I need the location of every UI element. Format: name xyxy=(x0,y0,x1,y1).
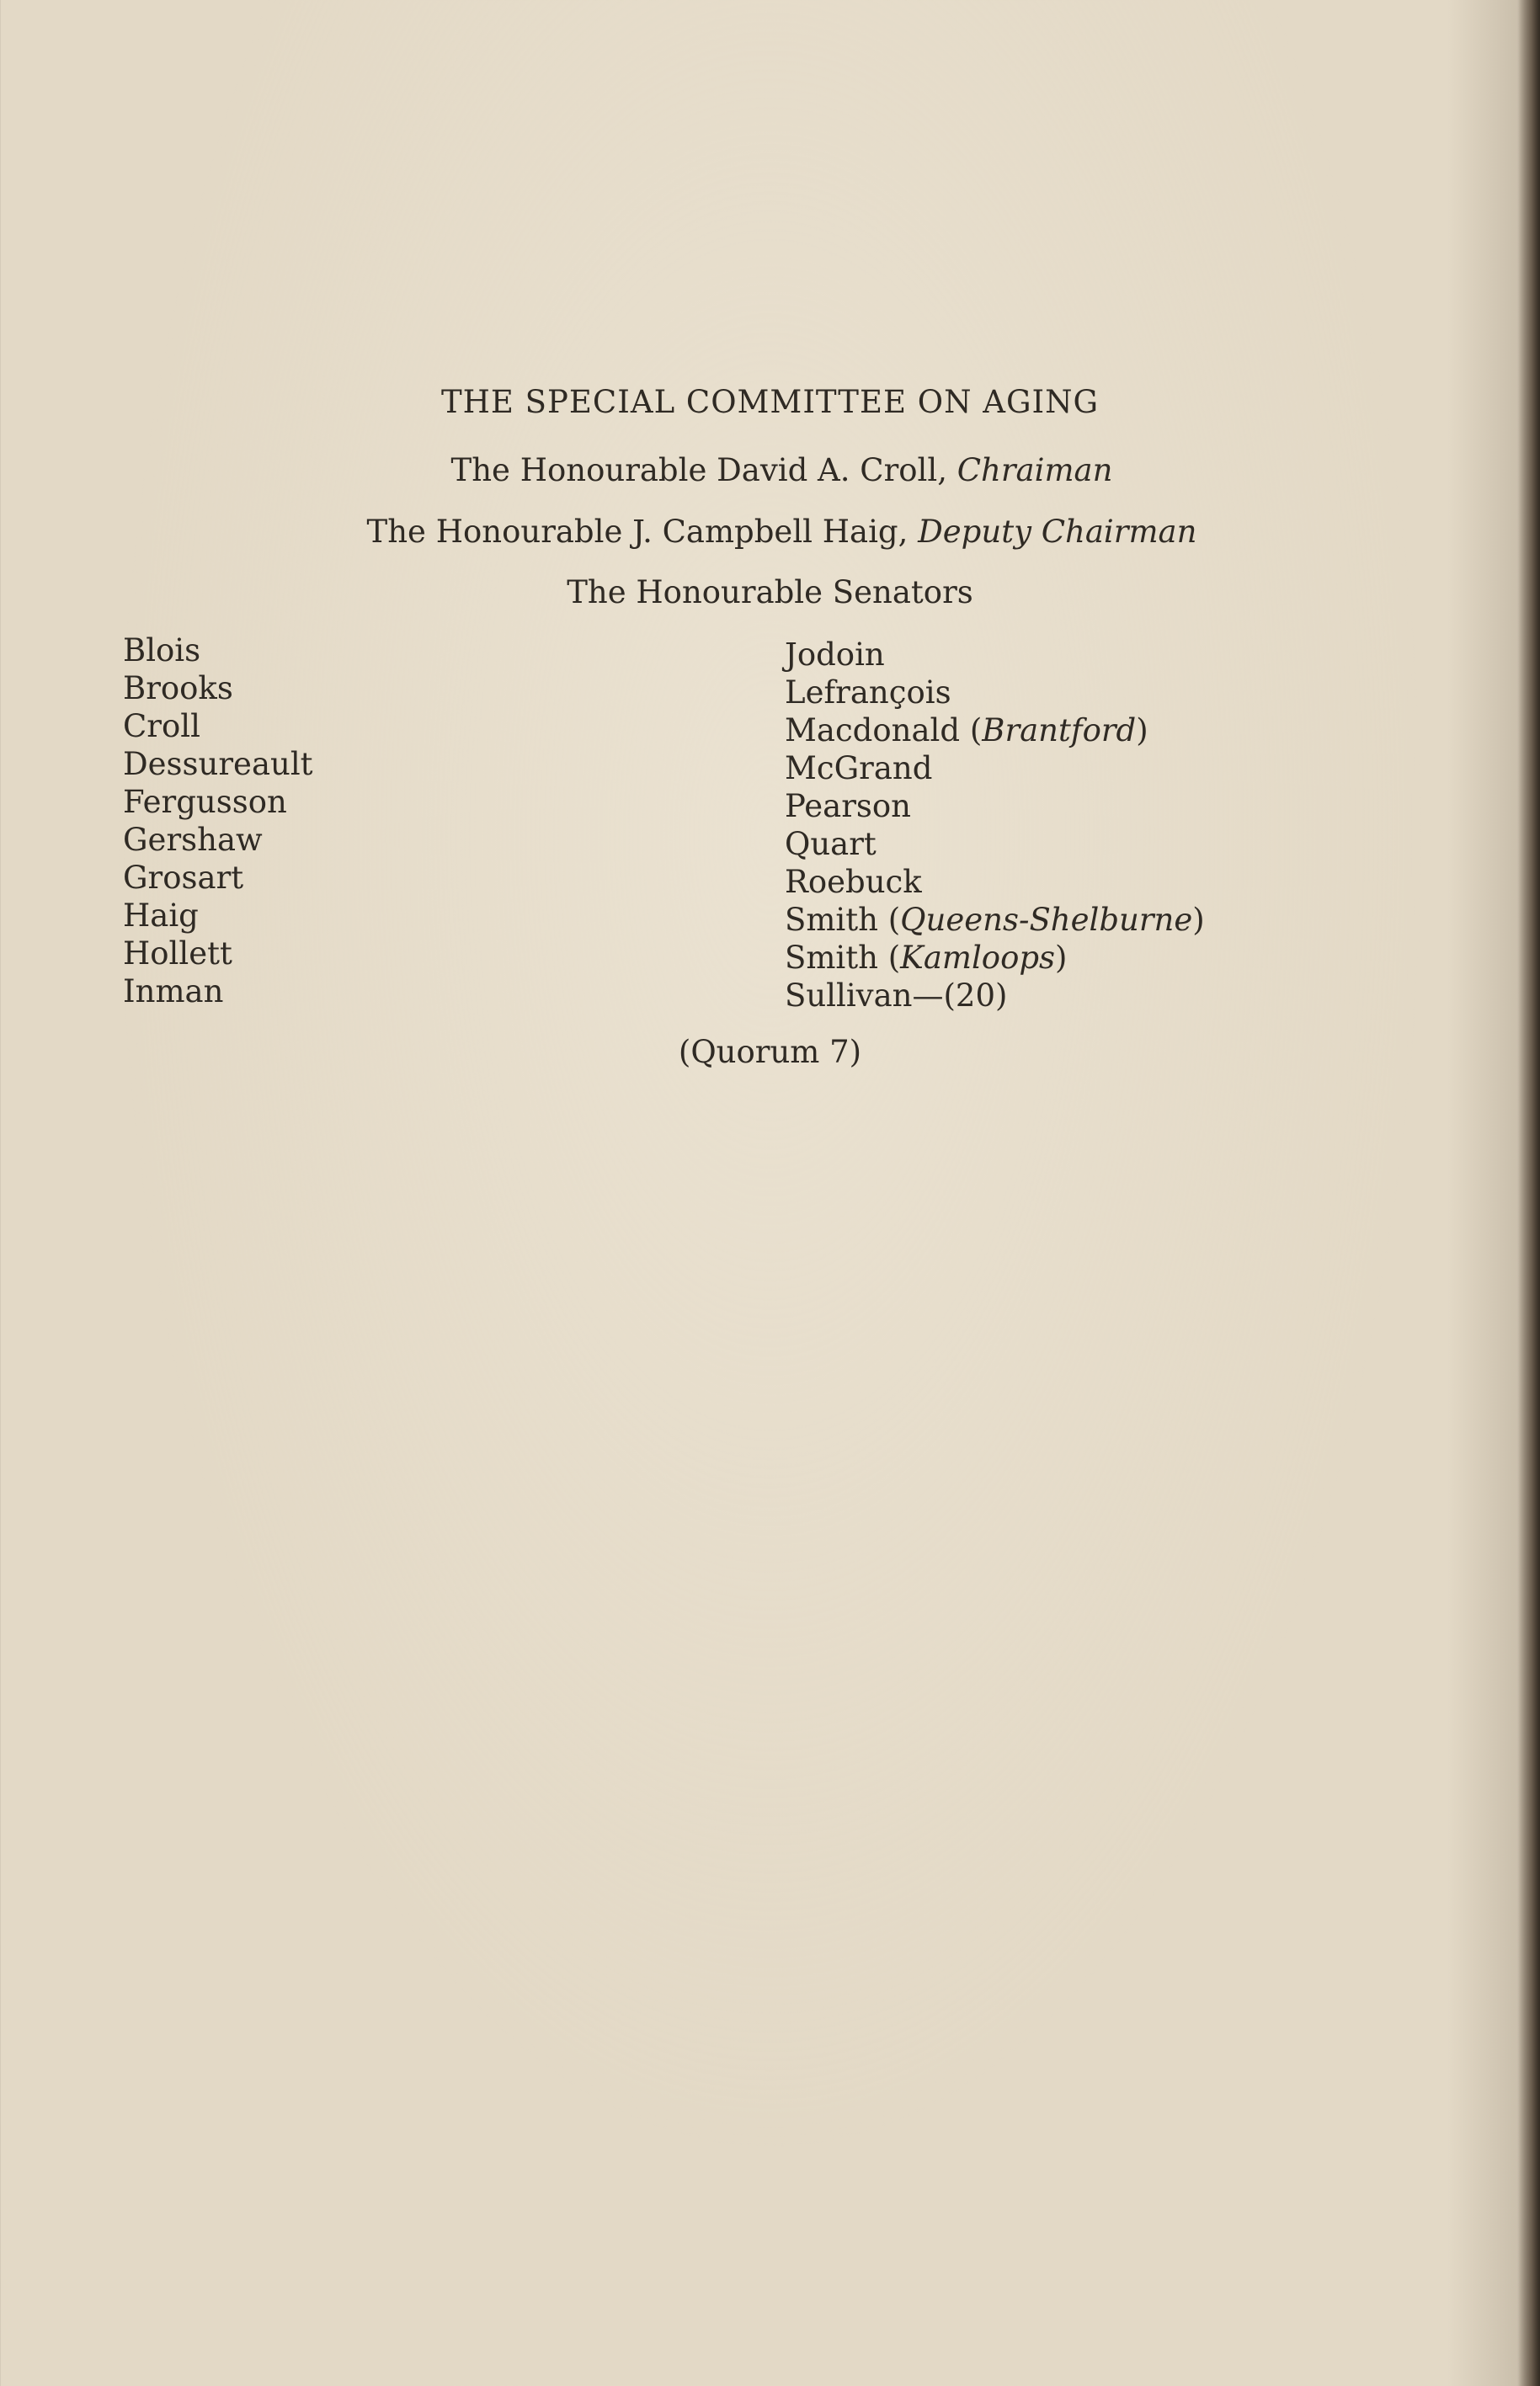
member-name: Haig xyxy=(123,897,199,934)
deputy-chairman-line xyxy=(12,514,1540,550)
members-right-column xyxy=(785,636,1205,1015)
member-riding-note: (Queens-Shelburne) xyxy=(887,902,1205,938)
member-name: McGrand xyxy=(785,750,933,786)
member-riding-note: (Kamloops) xyxy=(887,940,1068,976)
member-riding: Kamloops xyxy=(900,940,1056,976)
chairman-name: The Honourable David A. Croll, xyxy=(450,452,947,488)
member-name: Quart xyxy=(785,826,877,862)
chairman-title: Chraiman xyxy=(957,452,1113,488)
chairman-line xyxy=(12,452,1540,488)
member-name: Smith xyxy=(785,940,878,976)
member-name: Grosart xyxy=(123,860,244,896)
member-name: Gershaw xyxy=(123,822,263,858)
member-entry xyxy=(785,787,1205,825)
member-entry xyxy=(785,977,1205,1015)
member-entry xyxy=(785,749,1205,787)
member-riding: Brantford xyxy=(982,712,1137,748)
member-name: Lefrançois xyxy=(785,674,951,711)
member-name: Dessureault xyxy=(123,746,313,782)
member-name: Inman xyxy=(123,973,224,1009)
member-entry xyxy=(785,901,1205,939)
member-name: Hollett xyxy=(123,935,232,972)
member-name: Smith xyxy=(785,902,878,938)
member-entry xyxy=(785,863,1205,901)
members-left-column xyxy=(123,631,313,1010)
member-name: Croll xyxy=(123,708,200,744)
member-name: Blois xyxy=(123,632,201,668)
member-name: Sullivan—(20) xyxy=(785,977,1008,1014)
member-entry xyxy=(785,825,1205,863)
member-entry xyxy=(785,939,1205,977)
member-name: Pearson xyxy=(785,788,911,824)
deputy-chairman-name: The Honourable J. Campbell Haig, xyxy=(366,514,909,550)
member-riding-note: (Brantford) xyxy=(969,712,1148,748)
member-riding: Queens-Shelburne xyxy=(900,902,1193,938)
book-spine-shadow xyxy=(1518,0,1540,2386)
quorum-note: (Quorum 7) xyxy=(678,1034,862,1070)
committee-heading: THE SPECIAL COMMITTEE ON AGING xyxy=(440,384,1100,420)
member-entry xyxy=(785,636,1205,674)
member-name: Jodoin xyxy=(785,636,885,673)
member-entry xyxy=(785,711,1205,749)
deputy-chairman-title: Deputy Chairman xyxy=(918,514,1197,550)
member-entry xyxy=(785,674,1205,711)
senators-label: The Honourable Senators xyxy=(567,574,973,610)
member-name: Roebuck xyxy=(785,864,922,900)
member-name: Brooks xyxy=(123,670,233,706)
member-name: Fergusson xyxy=(123,784,287,820)
member-name: Macdonald xyxy=(785,712,961,748)
